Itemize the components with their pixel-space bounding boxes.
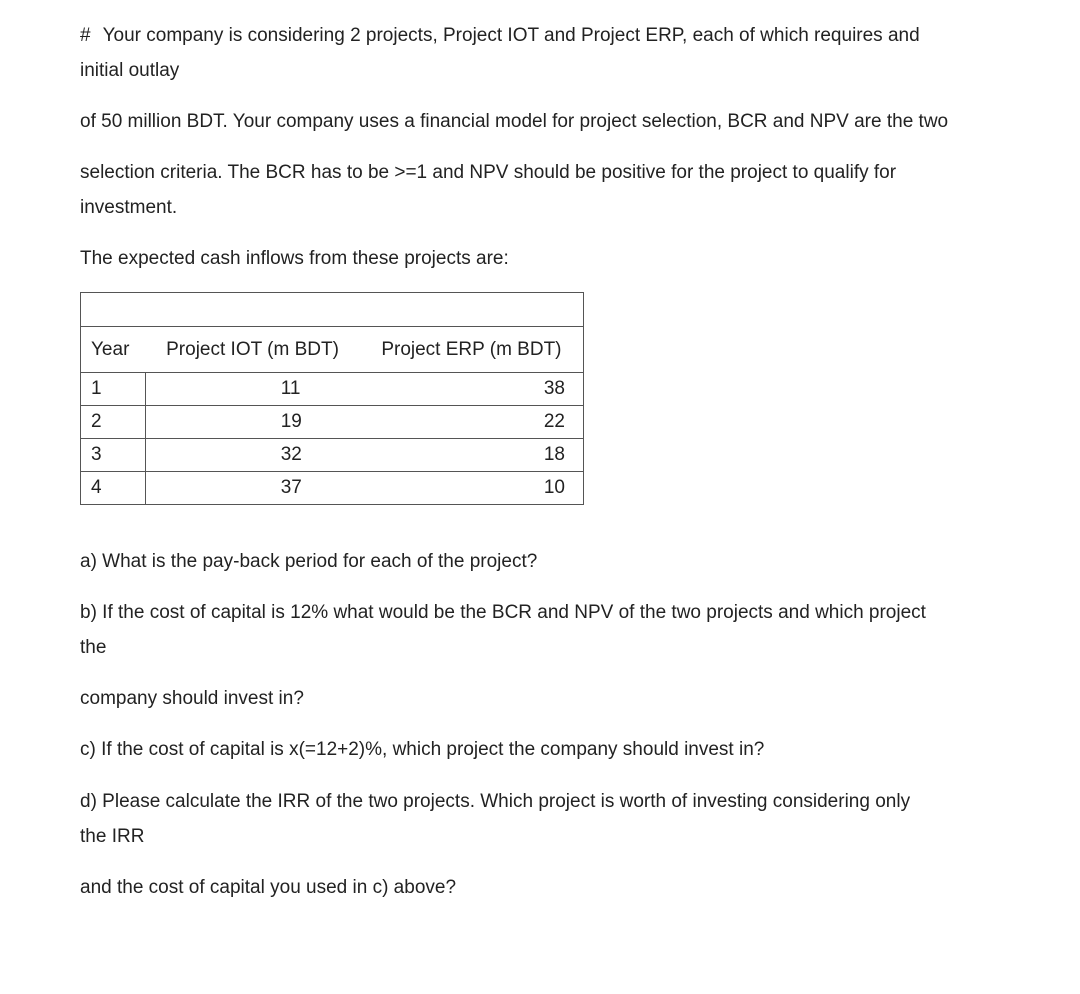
cell-year: 1 bbox=[81, 373, 146, 406]
cell-iot: 37 bbox=[145, 472, 360, 505]
question-b-line-2: the bbox=[80, 637, 107, 658]
question-d-line-3: and the cost of capital you used in c) above? bbox=[80, 877, 457, 898]
intro-line-6: The expected cash inflows from these projects are: bbox=[80, 248, 509, 269]
cell-erp: 10 bbox=[360, 472, 584, 505]
intro-line-5: investment. bbox=[80, 197, 178, 218]
hash-mark: # bbox=[80, 25, 91, 46]
table-row bbox=[81, 373, 584, 406]
header-year: Year bbox=[81, 327, 146, 373]
question-c: c) If the cost of capital is x(=12+2)%, which project the company should invest in? bbox=[80, 739, 765, 760]
question-b-line-1: b) If the cost of capital is 12% what would be the BCR and NPV of the two projects and which project bbox=[80, 602, 926, 623]
intro-text-1: Your company is considering 2 projects, Project IOT and Project ERP, each of which requires and bbox=[102, 25, 920, 46]
table-row bbox=[81, 439, 584, 472]
cell-iot: 32 bbox=[145, 439, 360, 472]
cash-inflows-table bbox=[80, 292, 584, 505]
question-d-line-1: d) Please calculate the IRR of the two projects. Which project is worth of investing considering only bbox=[80, 791, 911, 812]
cell-iot: 19 bbox=[145, 406, 360, 439]
question-a: a) What is the pay-back period for each of the project? bbox=[80, 551, 538, 572]
intro-line-1 bbox=[80, 24, 920, 48]
cell-year: 4 bbox=[81, 472, 146, 505]
intro-line-4: selection criteria. The BCR has to be >=1 and NPV should be positive for the project to qualify for bbox=[80, 162, 897, 183]
header-project-iot: Project IOT (m BDT) bbox=[145, 327, 360, 373]
question-d-line-2: the IRR bbox=[80, 826, 145, 847]
cell-year: 3 bbox=[81, 439, 146, 472]
cell-iot: 11 bbox=[145, 373, 360, 406]
header-project-erp: Project ERP (m BDT) bbox=[360, 327, 584, 373]
intro-line-3: of 50 million BDT. Your company uses a financial model for project selection, BCR and NPV are the two bbox=[80, 111, 949, 132]
cell-erp: 38 bbox=[360, 373, 584, 406]
question-b-line-3: company should invest in? bbox=[80, 688, 304, 709]
cell-erp: 22 bbox=[360, 406, 584, 439]
intro-line-2: initial outlay bbox=[80, 60, 180, 81]
cell-erp: 18 bbox=[360, 439, 584, 472]
table-blank-cell bbox=[81, 293, 584, 327]
table-header-row bbox=[81, 327, 584, 373]
cell-year: 2 bbox=[81, 406, 146, 439]
table-row bbox=[81, 406, 584, 439]
table-blank-row bbox=[81, 293, 584, 327]
table-row bbox=[81, 472, 584, 505]
